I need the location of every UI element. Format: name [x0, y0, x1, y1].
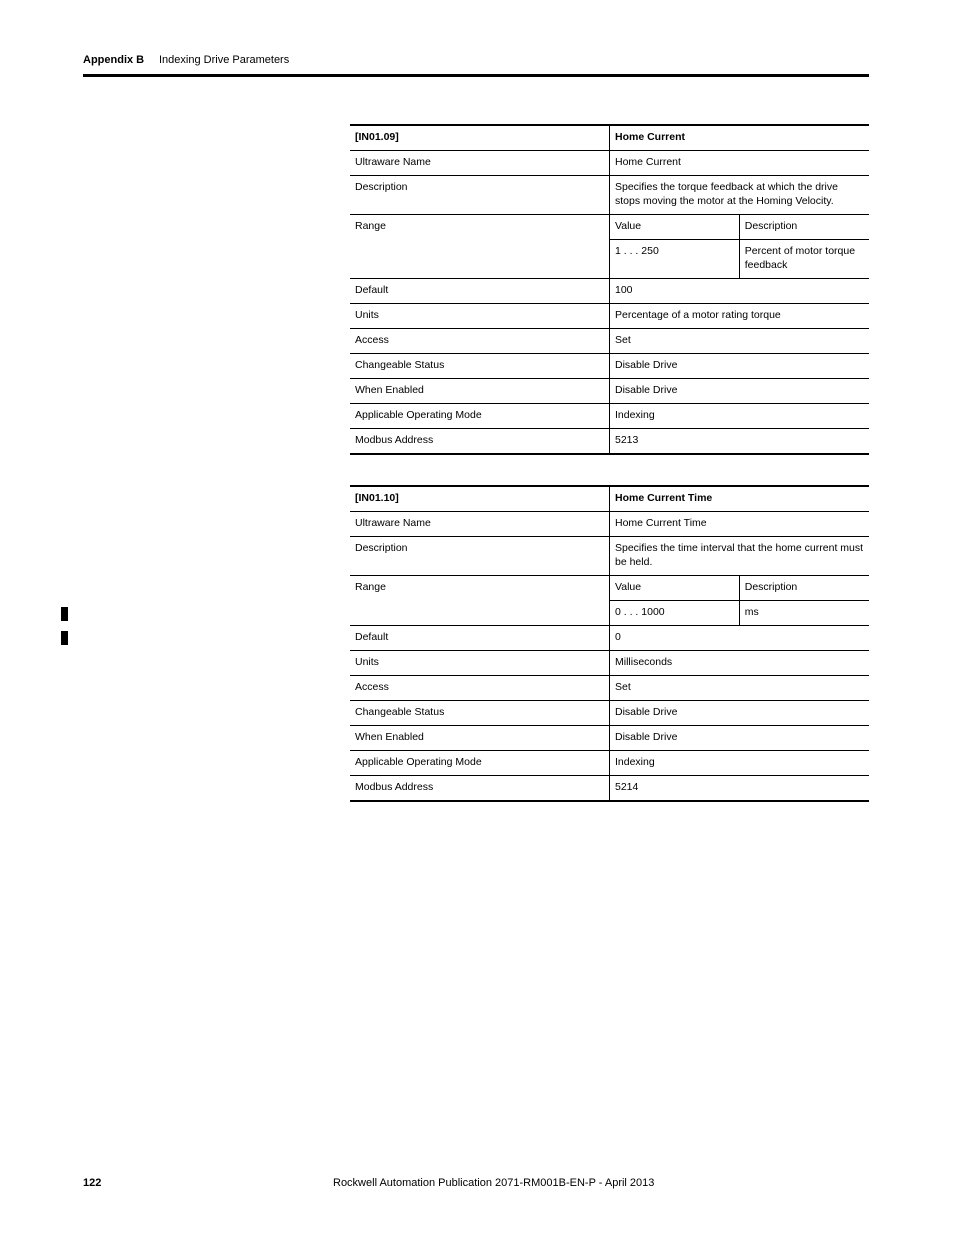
row-label: Access [350, 676, 610, 701]
row-label: Ultraware Name [350, 151, 610, 176]
row-value: Indexing [610, 751, 870, 776]
row-value: Set [610, 676, 870, 701]
row-label: Description [350, 176, 610, 215]
table-row [350, 751, 869, 776]
row-label: Default [350, 626, 610, 651]
row-value: Disable Drive [610, 354, 870, 379]
parameter-table-in01-09 [350, 124, 869, 455]
range-description-header: Description [739, 215, 869, 240]
row-value: 0 [610, 626, 870, 651]
range-value-header: Value [610, 215, 740, 240]
row-value: 5214 [610, 776, 870, 802]
table-row [350, 537, 869, 576]
row-value: Set [610, 329, 870, 354]
row-label: Ultraware Name [350, 512, 610, 537]
row-value: Disable Drive [610, 701, 870, 726]
row-value: Home Current Time [610, 512, 870, 537]
table-row [350, 576, 869, 601]
table-row [350, 151, 869, 176]
range-value: 0 . . . 1000 [610, 601, 740, 626]
row-value: Specifies the torque feedback at which the drive stops moving the motor at the Homing Velocity. [610, 176, 870, 215]
table-header-row [350, 486, 869, 512]
header-rule [83, 74, 869, 77]
change-bar [61, 607, 68, 621]
publication-info: Rockwell Automation Publication 2071-RM001B-EN-P - April 2013 [333, 1177, 655, 1189]
table-row [350, 651, 869, 676]
table-row [350, 776, 869, 802]
row-value: 100 [610, 279, 870, 304]
range-description: Percent of motor torque feedback [739, 240, 869, 279]
row-label: Description [350, 537, 610, 576]
row-value: Percentage of a motor rating torque [610, 304, 870, 329]
row-value: Home Current [610, 151, 870, 176]
row-label: Units [350, 651, 610, 676]
row-label: Range [350, 576, 610, 626]
table-header-row [350, 125, 869, 151]
row-value: Specifies the time interval that the home current must be held. [610, 537, 870, 576]
row-label: Units [350, 304, 610, 329]
row-value: Disable Drive [610, 379, 870, 404]
table-row [350, 429, 869, 455]
parameter-id: [IN01.09] [350, 125, 610, 151]
row-label: Default [350, 279, 610, 304]
table-row [350, 279, 869, 304]
table-row [350, 726, 869, 751]
table-row [350, 354, 869, 379]
section-title: Indexing Drive Parameters [159, 54, 290, 66]
table-row [350, 215, 869, 240]
row-label: When Enabled [350, 726, 610, 751]
change-bar [61, 631, 68, 645]
parameter-name: Home Current Time [610, 486, 870, 512]
row-value: Indexing [610, 404, 870, 429]
row-label: Access [350, 329, 610, 354]
row-label: Applicable Operating Mode [350, 404, 610, 429]
range-value-header: Value [610, 576, 740, 601]
row-value: Milliseconds [610, 651, 870, 676]
appendix-label: Appendix B [83, 54, 145, 66]
row-label: Applicable Operating Mode [350, 751, 610, 776]
table-row [350, 404, 869, 429]
table-row [350, 626, 869, 651]
page-number: 122 [83, 1177, 102, 1189]
parameter-name: Home Current [610, 125, 870, 151]
table-row [350, 329, 869, 354]
table-row [350, 304, 869, 329]
table-row [350, 676, 869, 701]
table-row [350, 701, 869, 726]
row-label: Modbus Address [350, 429, 610, 455]
row-value: Disable Drive [610, 726, 870, 751]
row-label: Modbus Address [350, 776, 610, 802]
table-row [350, 379, 869, 404]
parameter-id: [IN01.10] [350, 486, 610, 512]
range-value: 1 . . . 250 [610, 240, 740, 279]
row-label: When Enabled [350, 379, 610, 404]
range-description-header: Description [739, 576, 869, 601]
table-row [350, 512, 869, 537]
row-label: Changeable Status [350, 354, 610, 379]
page-header [83, 54, 869, 74]
range-description: ms [739, 601, 869, 626]
table-row [350, 176, 869, 215]
row-value: 5213 [610, 429, 870, 455]
parameter-table-in01-10 [350, 485, 869, 802]
row-label: Range [350, 215, 610, 279]
row-label: Changeable Status [350, 701, 610, 726]
